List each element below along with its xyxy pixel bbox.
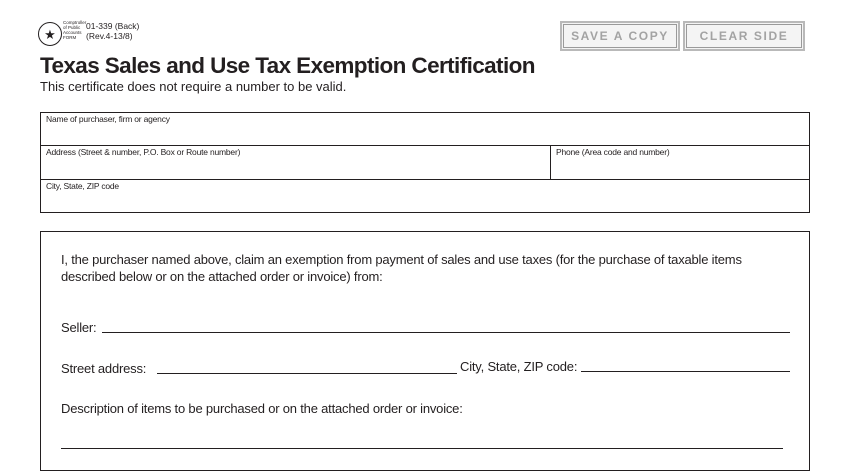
form-number-block: [86, 21, 139, 41]
form-revision: (Rev.4-13/8): [86, 31, 133, 41]
address-field[interactable]: [43, 158, 548, 177]
phone-label: Phone (Area code and number): [556, 147, 670, 157]
page-subtitle: This certificate does not require a number to be valid.: [40, 79, 347, 94]
divider: [550, 145, 551, 179]
agency-line: FORM: [63, 35, 77, 40]
agency-line: Comptroller: [63, 20, 87, 25]
city-state-zip-label: City, State, ZIP code: [46, 181, 119, 191]
seller-label: Seller:: [61, 320, 97, 335]
seller-city-state-zip-field[interactable]: [581, 356, 790, 372]
purchaser-name-label: Name of purchaser, firm or agency: [46, 114, 170, 124]
save-a-copy-button[interactable]: SAVE A COPY: [560, 21, 680, 51]
city-state-zip-field[interactable]: [43, 192, 807, 211]
purchaser-name-field[interactable]: [43, 125, 807, 144]
address-label: Address (Street & number, P.O. Box or Route number): [46, 147, 241, 157]
agency-name: [63, 20, 85, 40]
agency-line: Accounts: [63, 30, 82, 35]
purchaser-info-box: [40, 112, 810, 213]
form-number: 01-339 (Back): [86, 21, 140, 31]
exemption-certification-box: [40, 231, 810, 471]
street-address-field[interactable]: [157, 358, 457, 374]
divider: [41, 145, 809, 146]
description-field[interactable]: [61, 433, 783, 449]
divider: [41, 179, 809, 180]
phone-field[interactable]: [552, 158, 807, 177]
description-label: Description of items to be purchased or on the attached order or invoice:: [61, 401, 463, 416]
seller-field[interactable]: [102, 317, 790, 333]
exemption-statement: I, the purchaser named above, claim an exemption from payment of sales and use taxes (for the purchase of taxable items described below or on the attached order or invoice) from:: [61, 252, 742, 284]
seller-city-state-zip-label: City, State, ZIP code:: [460, 359, 578, 374]
comptroller-seal-icon: ★: [38, 22, 62, 46]
street-address-label: Street address:: [61, 361, 147, 376]
agency-line: of Public: [63, 25, 81, 30]
page-title: Texas Sales and Use Tax Exemption Certification: [40, 53, 535, 78]
clear-side-button[interactable]: CLEAR SIDE: [683, 21, 805, 51]
